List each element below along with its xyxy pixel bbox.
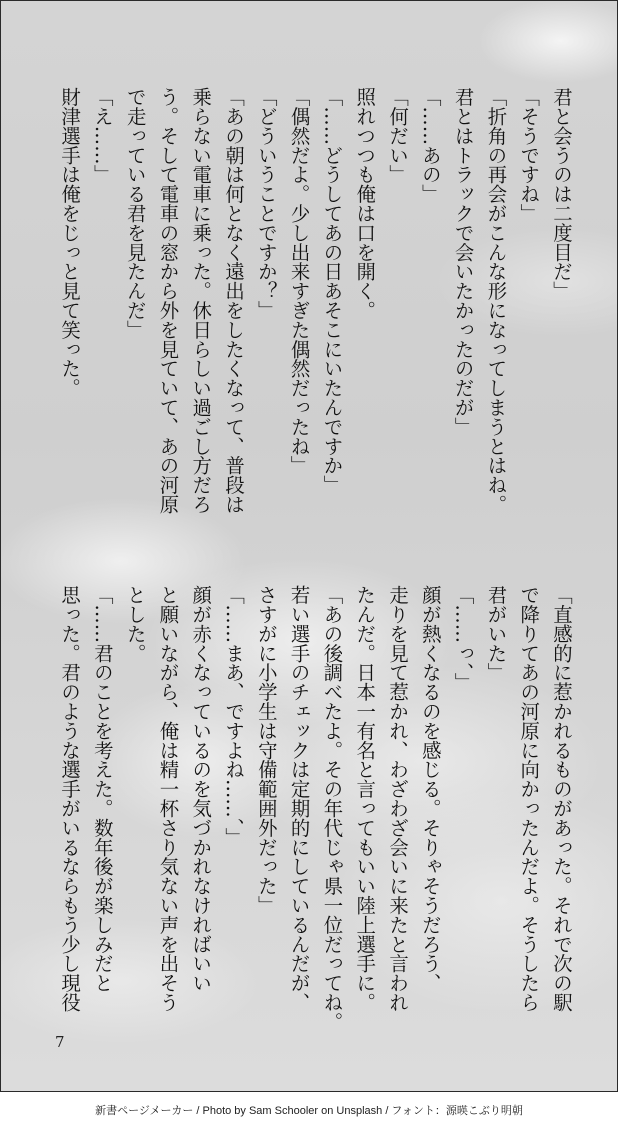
text-block-bottom: 「直感的に惹かれるものがあった。それで次の駅 で降りてあの河原に向かったんだよ。そうしたら 君がいた」 「……っ、」 顔が熱くなるのを感じる。そりゃそうだろう、 走りを見て惹かれ、わざわざ会いに来たと言われ たんだ。日本一有名と言ってもいい陸上選手に。 「あの後調べたよ。その年代じゃ県一位だってね。 若い選手のチェックは定期的にしているんだが、 さすがに小学生は守備範囲外だった」 「……まあ、ですよね……、」 顔が赤くなっているのを気づかれなければいい と願いながら、俺は精一杯さり気ない声を出そう とした。 「……君のことを考えた。数年後が楽しみだと 思った。君のような選手がいるならもう少し現役 [58, 585, 573, 1032]
text-block-top: 君と会うのは二度目だ」 「そうですね」 「折角の再会がこんな形になってしまうとはね。 君とはトラックで会いたかったのだが」 「……あの」 「何だい」 照れつつも俺は口を開く。 「……どうしてあの日あそこにいたんですか」 「偶然だよ。少し出来すぎた偶然だったね」 「どういうことですか？」 「あの朝は何となく遠出をしたくなって、普段は 乗らない電車に乗った。休日らしい過ごし方だろ う。そして電車の窓から外を見ていて、あの河原 で走っている君を見たんだ」 「え……」 財津選手は俺をじっと見て笑った。 [58, 87, 573, 514]
page-number: 7 [55, 1033, 65, 1051]
credit-line: 新書ページメーカー / Photo by Sam Schooler on Unsplash / フォント：源暎こぶり明朝 [95, 1105, 523, 1117]
